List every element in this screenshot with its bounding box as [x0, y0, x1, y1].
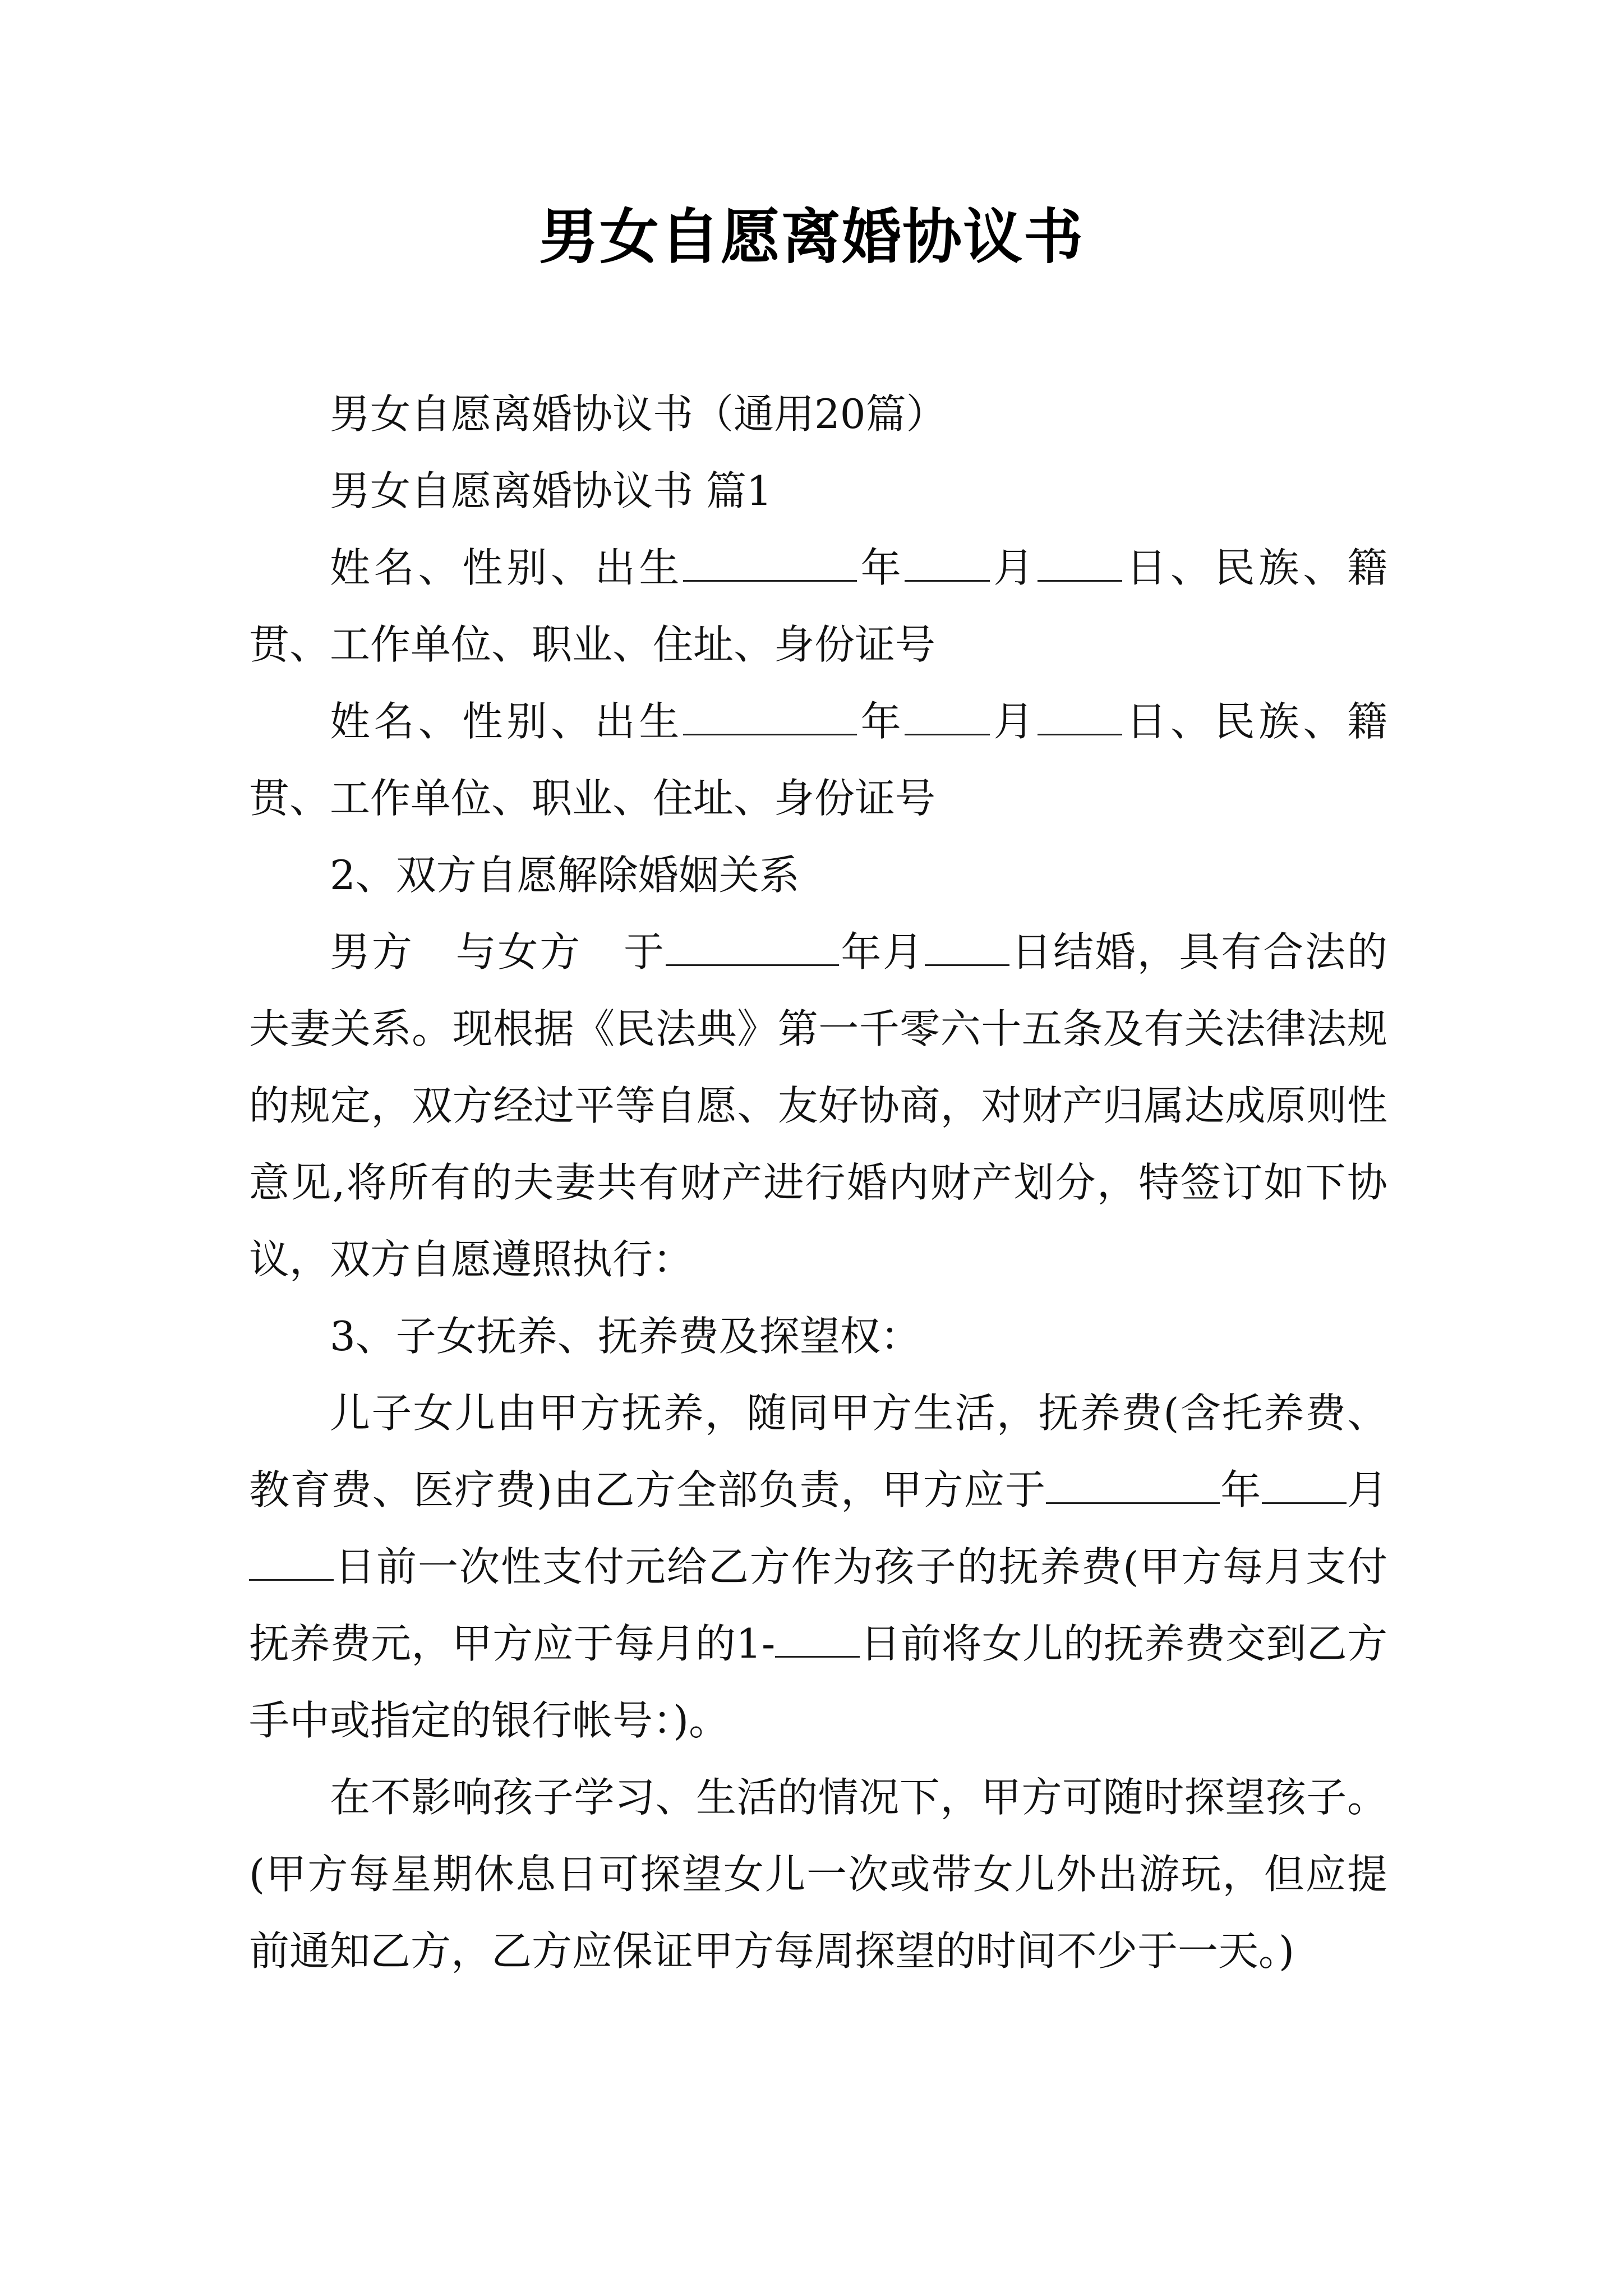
party-info-line-a	[249, 530, 1387, 683]
blank-field	[905, 697, 989, 735]
clause-3-text: 日前一次性支付元给乙方作为孩子的抚养费(甲方每月支付抚养费元，甲方应于每月的1-	[249, 1543, 1387, 1667]
month-label: 月	[989, 544, 1038, 591]
blank-field	[1262, 1466, 1347, 1504]
blank-field	[1046, 1466, 1220, 1504]
clause-2-text: 于	[622, 928, 666, 976]
document-subtitle: 男女自愿离婚协议书（通用20篇）	[330, 390, 947, 438]
blank-field	[666, 928, 840, 966]
section-heading: 男女自愿离婚协议书 篇1	[330, 467, 772, 514]
clause-2-body	[249, 914, 1387, 1298]
party-info-label: 姓名、性别、出生	[330, 544, 684, 591]
blank-field	[249, 1543, 334, 1581]
party-info-rest: 日、民族、籍贯、工作单位、职业、住址、身份证号	[249, 698, 1387, 822]
clause-3-text: 年	[1219, 1466, 1262, 1513]
year-label: 年	[856, 698, 905, 745]
party-info-rest: 日、民族、籍贯、工作单位、职业、住址、身份证号	[249, 544, 1387, 668]
blank-field	[683, 544, 857, 582]
document-title: 男女自愿离婚协议书	[539, 201, 1084, 272]
blank-field	[925, 928, 1009, 966]
blank-field	[905, 544, 989, 582]
party-info-label: 姓名、性别、出生	[330, 698, 684, 745]
blank-field	[683, 697, 857, 735]
clause-2-text: 日结婚，具有合法的夫妻关系。现根据《民法典》第一千零六十五条及有关法律法规的规定，双方经过平等自愿、友好协商，对财产归属达成原则性意见,将所有的夫妻共有财产进行婚内财产划分，特签订如下协议，双方自愿遵照执行：	[249, 928, 1387, 1283]
party-info-line-b	[249, 683, 1387, 837]
document-body	[249, 376, 1387, 1990]
clause-3-text: 日前将女儿的抚养费交到乙方手中或指定的银行帐号：)。	[249, 1620, 1387, 1744]
clause-2-text: 年月	[839, 928, 925, 976]
clause-2-text: 男方	[330, 928, 414, 976]
visitation-paragraph: 在不影响孩子学习、生活的情况下，甲方可随时探望孩子。(甲方每星期休息日可探望女儿一次或带女儿外出游玩，但应提前通知乙方，乙方应保证甲方每周探望的时间不少于一天。)	[249, 1774, 1387, 1975]
clause-2-heading: 2、双方自愿解除婚姻关系	[330, 852, 800, 899]
blank-field	[1038, 697, 1122, 735]
clause-3-body	[249, 1375, 1387, 1759]
year-label: 年	[856, 544, 905, 591]
clause-3-text: 月	[1346, 1466, 1387, 1513]
clause-2-text: 与女方	[454, 928, 582, 976]
blank-field	[775, 1619, 860, 1658]
clause-3-heading: 3、子女抚养、抚养费及探望权：	[330, 1313, 921, 1360]
blank-field	[1038, 544, 1122, 582]
month-label: 月	[989, 698, 1038, 745]
clause-3-text: 儿子女儿由甲方抚养，随同甲方生活，抚养费(含托养费、教育费、医疗费)由乙方全部负责，甲方应于	[249, 1389, 1387, 1513]
